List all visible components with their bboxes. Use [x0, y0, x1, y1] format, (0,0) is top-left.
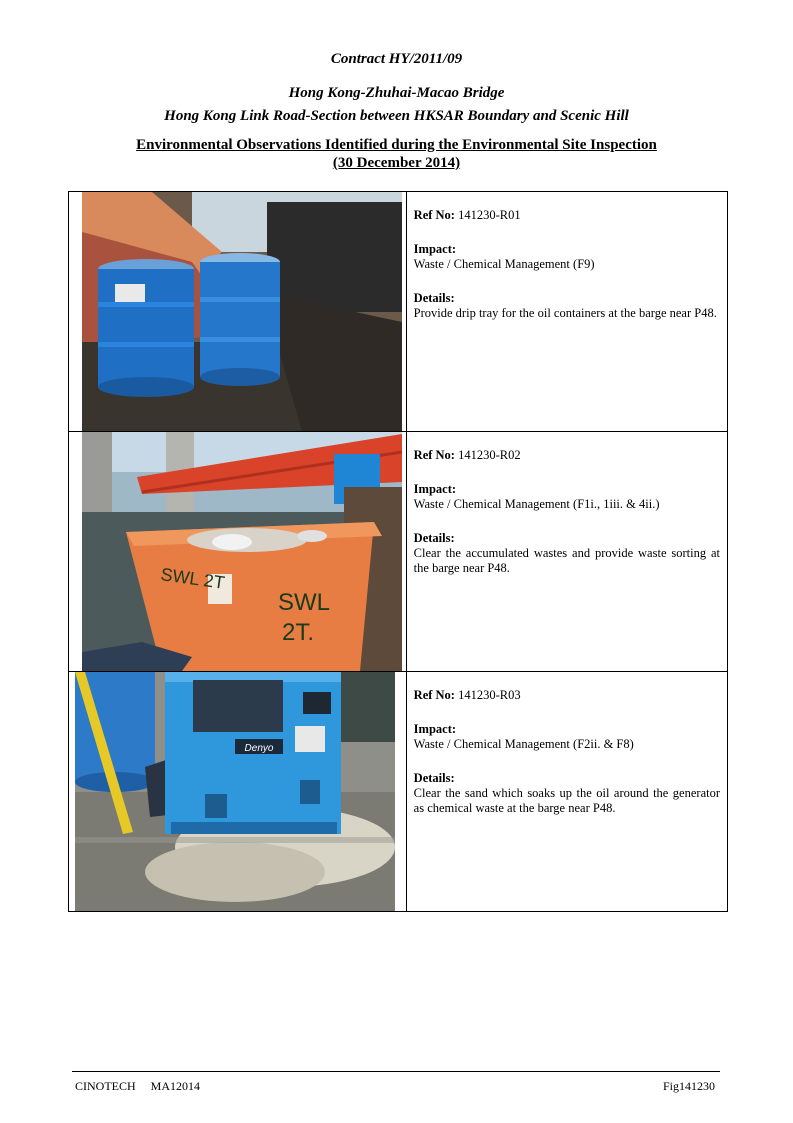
ref-label: Ref No: [413, 448, 455, 462]
document-title: Environmental Observations Identified during the Environmental Site Inspection [136, 137, 657, 153]
impact-text: Waste / Chemical Management (F2ii. & F8) [413, 737, 634, 751]
observations-table [68, 191, 728, 912]
skip-label-right-2: 2T. [282, 619, 315, 646]
ref-label: Ref No: [413, 688, 455, 702]
photo-cell [69, 432, 407, 672]
details-text: Clear the sand which soaks up the oil around the generator as chemical waste at the barge near P48. [413, 786, 720, 815]
skip-label-right: SWL [278, 589, 331, 616]
observation-details-cell [406, 432, 727, 672]
impact-label: Impact: [413, 242, 457, 256]
photo-cell [69, 192, 407, 432]
ref-number: 141230-R03 [458, 688, 521, 702]
observation-details-cell [406, 672, 727, 912]
contract-number: Contract HY/2011/09 [330, 51, 463, 67]
impact-text: Waste / Chemical Management (F1i., 1iii. & 4ii.) [413, 497, 660, 511]
details-label: Details: [413, 531, 455, 545]
generator-brand: Denyo [244, 743, 274, 754]
impact-label: Impact: [413, 722, 457, 736]
details-text: Provide drip tray for the oil containers at the barge near P48. [413, 306, 717, 320]
photo-generator [75, 672, 395, 911]
inspection-date: (30 December 2014) [332, 155, 461, 171]
photo-waste-skip [82, 432, 402, 671]
details-text: Clear the accumulated wastes and provide waste sorting at the barge near P48. [413, 546, 720, 575]
observation-row [69, 192, 728, 432]
project-title-line2: Hong Kong Link Road-Section between HKSAR Boundary and Scenic Hill [164, 108, 629, 124]
project-title-line1: Hong Kong-Zhuhai-Macao Bridge [288, 85, 505, 101]
footer-figure-number: Fig141230 [662, 1079, 715, 1093]
footer-company-name: CINOTECH [75, 1079, 136, 1093]
ref-number: 141230-R01 [458, 208, 521, 222]
details-label: Details: [413, 291, 455, 305]
photo-cell [69, 672, 407, 912]
ref-label: Ref No: [413, 208, 455, 222]
observation-details-cell [406, 192, 727, 432]
ref-number: 141230-R02 [458, 448, 521, 462]
footer-code: MA12014 [150, 1079, 201, 1093]
footer-divider [72, 1071, 720, 1072]
photo-oil-drums [82, 192, 402, 431]
details-label: Details: [413, 771, 455, 785]
impact-text: Waste / Chemical Management (F9) [413, 257, 595, 271]
observation-row [69, 672, 728, 912]
footer-company [75, 1079, 200, 1094]
observation-row [69, 432, 728, 672]
impact-label: Impact: [413, 482, 457, 496]
skip-label-left: SWL 2T [159, 564, 226, 593]
